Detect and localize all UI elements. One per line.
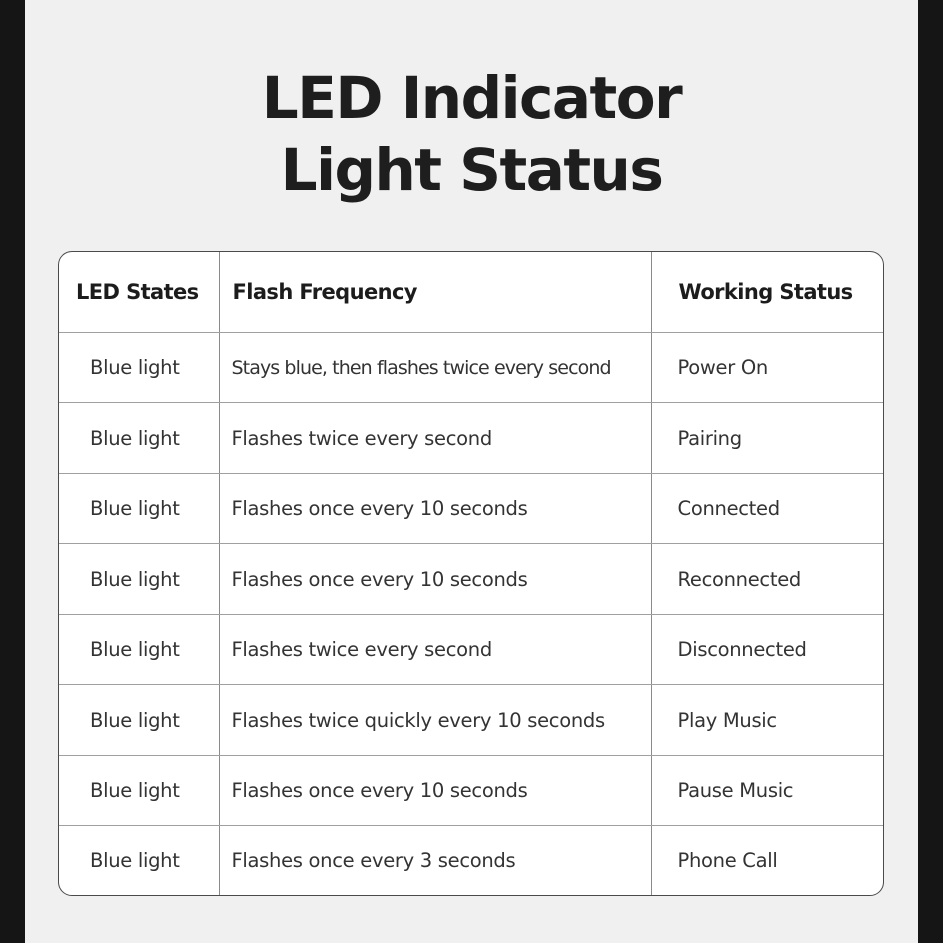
led-state-cell: Blue light bbox=[59, 544, 219, 614]
led-status-table bbox=[58, 251, 884, 896]
working-status-cell: Play Music bbox=[651, 685, 883, 755]
led-state-cell: Blue light bbox=[59, 826, 219, 895]
working-status-cell: Power On bbox=[651, 333, 883, 403]
flash-frequency-cell: Flashes once every 10 seconds bbox=[219, 473, 651, 543]
led-state-cell: Blue light bbox=[59, 333, 219, 403]
flash-frequency-cell: Flashes twice quickly every 10 seconds bbox=[219, 685, 651, 755]
table-header-row bbox=[59, 252, 883, 333]
header-flash-frequency: Flash Frequency bbox=[219, 252, 651, 333]
led-state-cell: Blue light bbox=[59, 473, 219, 543]
header-working-status: Working Status bbox=[651, 252, 883, 333]
flash-frequency-cell: Flashes once every 10 seconds bbox=[219, 544, 651, 614]
working-status-cell: Pairing bbox=[651, 403, 883, 473]
flash-frequency-cell: Flashes once every 10 seconds bbox=[219, 755, 651, 825]
table-row bbox=[59, 614, 883, 684]
table-row bbox=[59, 826, 883, 895]
header-led-states: LED States bbox=[59, 252, 219, 333]
content-panel bbox=[25, 0, 918, 943]
working-status-cell: Pause Music bbox=[651, 755, 883, 825]
flash-frequency-cell: Flashes once every 3 seconds bbox=[219, 826, 651, 895]
table-row bbox=[59, 473, 883, 543]
title-line-1: LED Indicator bbox=[261, 64, 682, 132]
table-row bbox=[59, 333, 883, 403]
led-state-cell: Blue light bbox=[59, 403, 219, 473]
working-status-cell: Reconnected bbox=[651, 544, 883, 614]
table-row bbox=[59, 544, 883, 614]
flash-frequency-cell: Flashes twice every second bbox=[219, 403, 651, 473]
led-state-cell: Blue light bbox=[59, 614, 219, 684]
page-title bbox=[25, 62, 918, 206]
flash-frequency-cell: Stays blue, then flashes twice every second bbox=[219, 333, 651, 403]
working-status-cell: Disconnected bbox=[651, 614, 883, 684]
led-state-cell: Blue light bbox=[59, 755, 219, 825]
working-status-cell: Phone Call bbox=[677, 849, 778, 873]
led-state-cell: Blue light bbox=[59, 685, 219, 755]
table-row bbox=[59, 685, 883, 755]
table-row bbox=[59, 755, 883, 825]
table-row bbox=[59, 403, 883, 473]
working-status-cell: Connected bbox=[651, 473, 883, 543]
title-line-2: Light Status bbox=[280, 136, 663, 204]
flash-frequency-cell: Flashes twice every second bbox=[219, 614, 651, 684]
